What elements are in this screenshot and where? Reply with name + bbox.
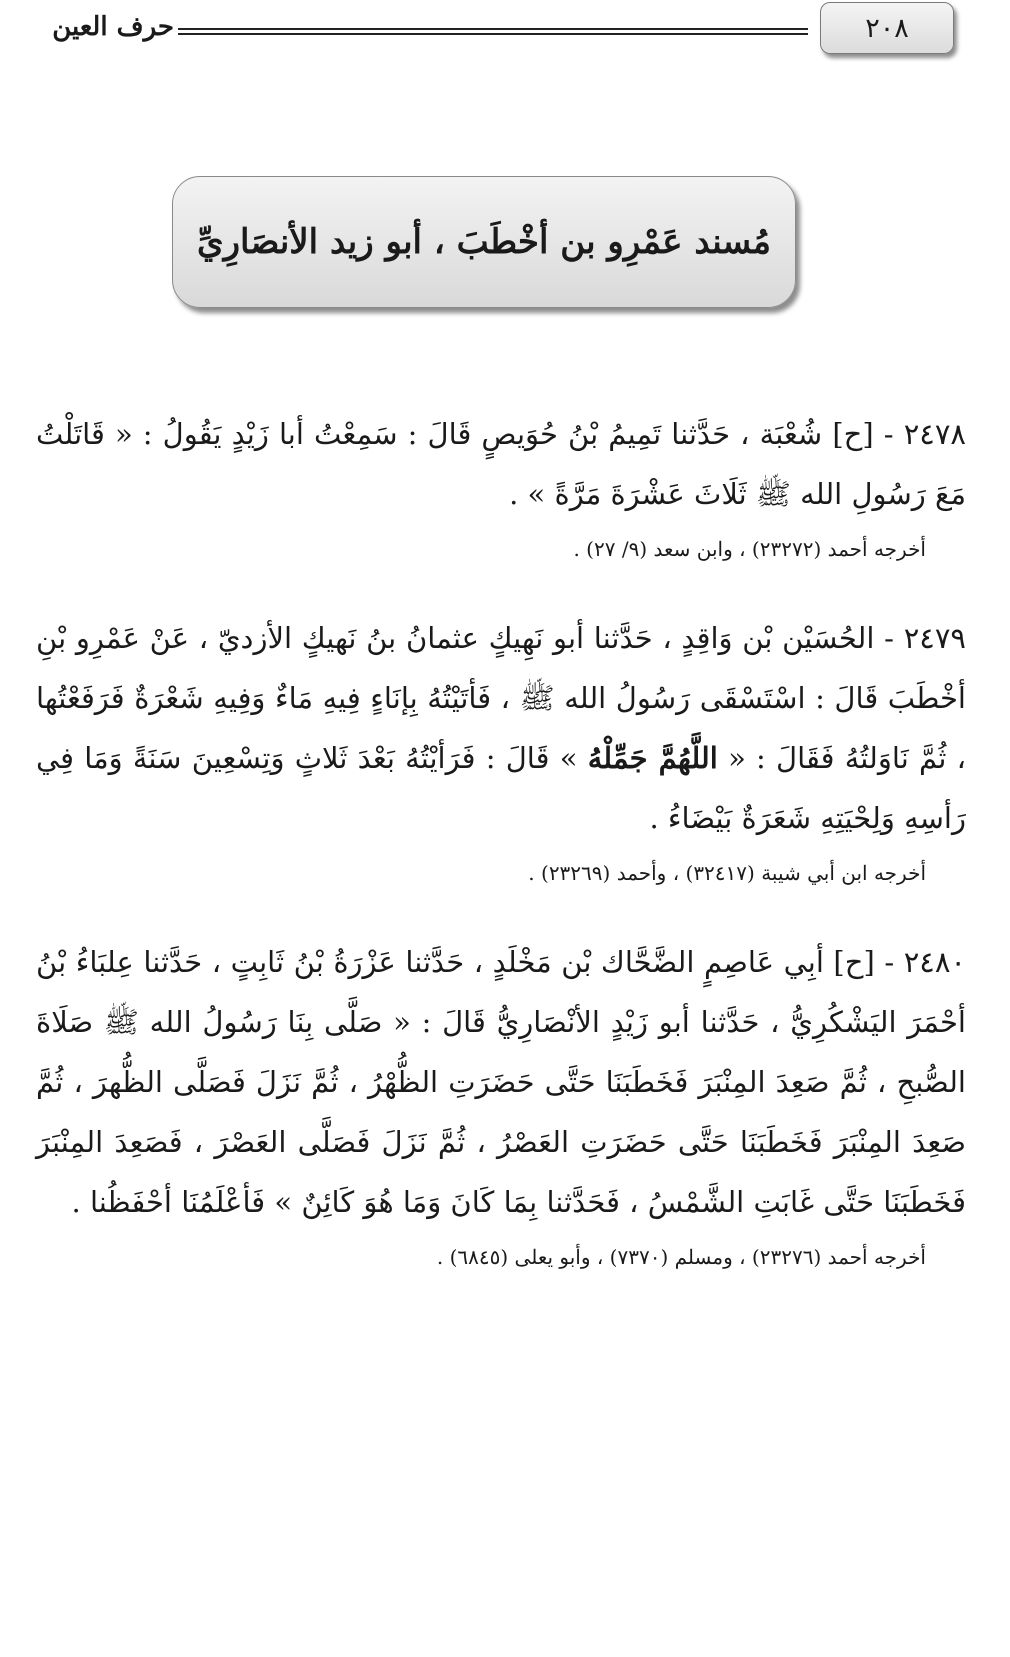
hadith-entry — [36, 932, 966, 1316]
hadith-dua-phrase: اللَّهُمَّ جَمِّلْهُ — [587, 741, 718, 775]
hadith-entry — [36, 608, 966, 932]
hadith-text — [36, 932, 966, 1232]
hadith-body: - [ح] شُعْبَة ، حَدَّثنا تَمِيمُ بْنُ حُوَيصٍ قَالَ : سَمِعْتُ أبا زَيْدٍ يَقُولُ : « قَاتَلْتُ مَعَ رَسُولِ الله ﷺ ثَلَاثَ عَشْرَةَ مَرَّةً » . — [36, 417, 966, 511]
hadith-entry — [36, 404, 966, 608]
takhrij-note: أخرجه ابن أبي شيبة (٣٢٤١٧) ، وأحمد (٢٣٢٦٩) . — [528, 861, 926, 885]
section-title: مُسند عَمْرِو بن أخْطَبَ ، أبو زيد الأنصَارِيِّ — [196, 222, 772, 262]
section-title-box — [172, 176, 796, 308]
page-number: ٢٠٨ — [865, 12, 909, 44]
running-head: حرف العين — [52, 12, 174, 42]
hadith-body: - الحُسَيْن بْن وَاقِدٍ ، حَدَّثنا أبو نَهِيكٍ عثمانُ بنُ نَهيكٍ الأزديّ ، عَنْ عَمْرِو بْنِ أخْطَبَ قَالَ : اسْتَسْقَى رَسُولُ الله ﷺ ، فَأتَيْتُهُ بِإنَاءٍ فِيهِ مَاءٌ وَفِيهِ شَعْرَةٌ فَرَفَعْتُها ، ثُمَّ نَاوَلتُهُ فَقَالَ : « — [36, 621, 966, 775]
hadith-body-continued: » قَالَ : فَرَأيْتُهُ بَعْدَ ثَلاثٍ وَتِسْعِينَ سَنَةً وَمَا فِي رَأسِهِ وَلِحْيَتِهِ شَعَرَةٌ بَيْضَاءُ . — [36, 741, 966, 835]
hadith-text — [36, 608, 966, 848]
hadith-body: - [ح] أبِي عَاصِمٍ الضَّحَّاك بْن مَخْلَدٍ ، حَدَّثنا عَزْرَةُ بْنُ ثَابِتٍ ، حَدَّثنا عِلبَاءُ بْنُ أحْمَرَ اليَشْكُرِيُّ ، حَدَّثنا أبو زَيْدٍ الأنْصَارِيُّ قَالَ : « صَلَّى بِنَا رَسُولُ الله ﷺ صَلَاةَ الصُّبحِ ، ثُمَّ صَعِدَ المِنْبَرَ فَخَطَبَنَا حَتَّى حَضَرَتِ الظُّهْرُ ، ثُمَّ نَزَلَ فَصَلَّى الظُّهرَ ، ثُمَّ صَعِدَ المِنْبَرَ فَخَطَبَنَا حَتَّى حَضَرَتِ العَصْرُ ، ثُمَّ نَزَلَ فَصَلَّى العَصْرَ ، فَصَعِدَ المِنْبَرَ فَخَطَبَنَا حَتَّى غَابَتِ الشَّمْسُ ، فَحَدَّثنا بِمَا كَانَ وَمَا هُوَ كَائِنٌ » فَأعْلَمُنَا أحْفَظُنا . — [36, 945, 966, 1219]
hadith-number: ٢٤٧٨ — [903, 417, 966, 451]
hadith-text — [36, 404, 966, 524]
hadith-number: ٢٤٨٠ — [903, 945, 966, 979]
takhrij-note: أخرجه أحمد (٢٣٢٧٢) ، وابن سعد (٩/ ٢٧) . — [573, 537, 926, 561]
header-rule — [178, 28, 808, 35]
page-number-box — [820, 2, 954, 54]
takhrij-note: أخرجه أحمد (٢٣٢٧٦) ، ومسلم (٧٣٧٠) ، وأبو يعلى (٦٨٤٥) . — [436, 1245, 926, 1269]
hadith-list — [36, 404, 966, 1316]
hadith-number: ٢٤٧٩ — [903, 621, 966, 655]
